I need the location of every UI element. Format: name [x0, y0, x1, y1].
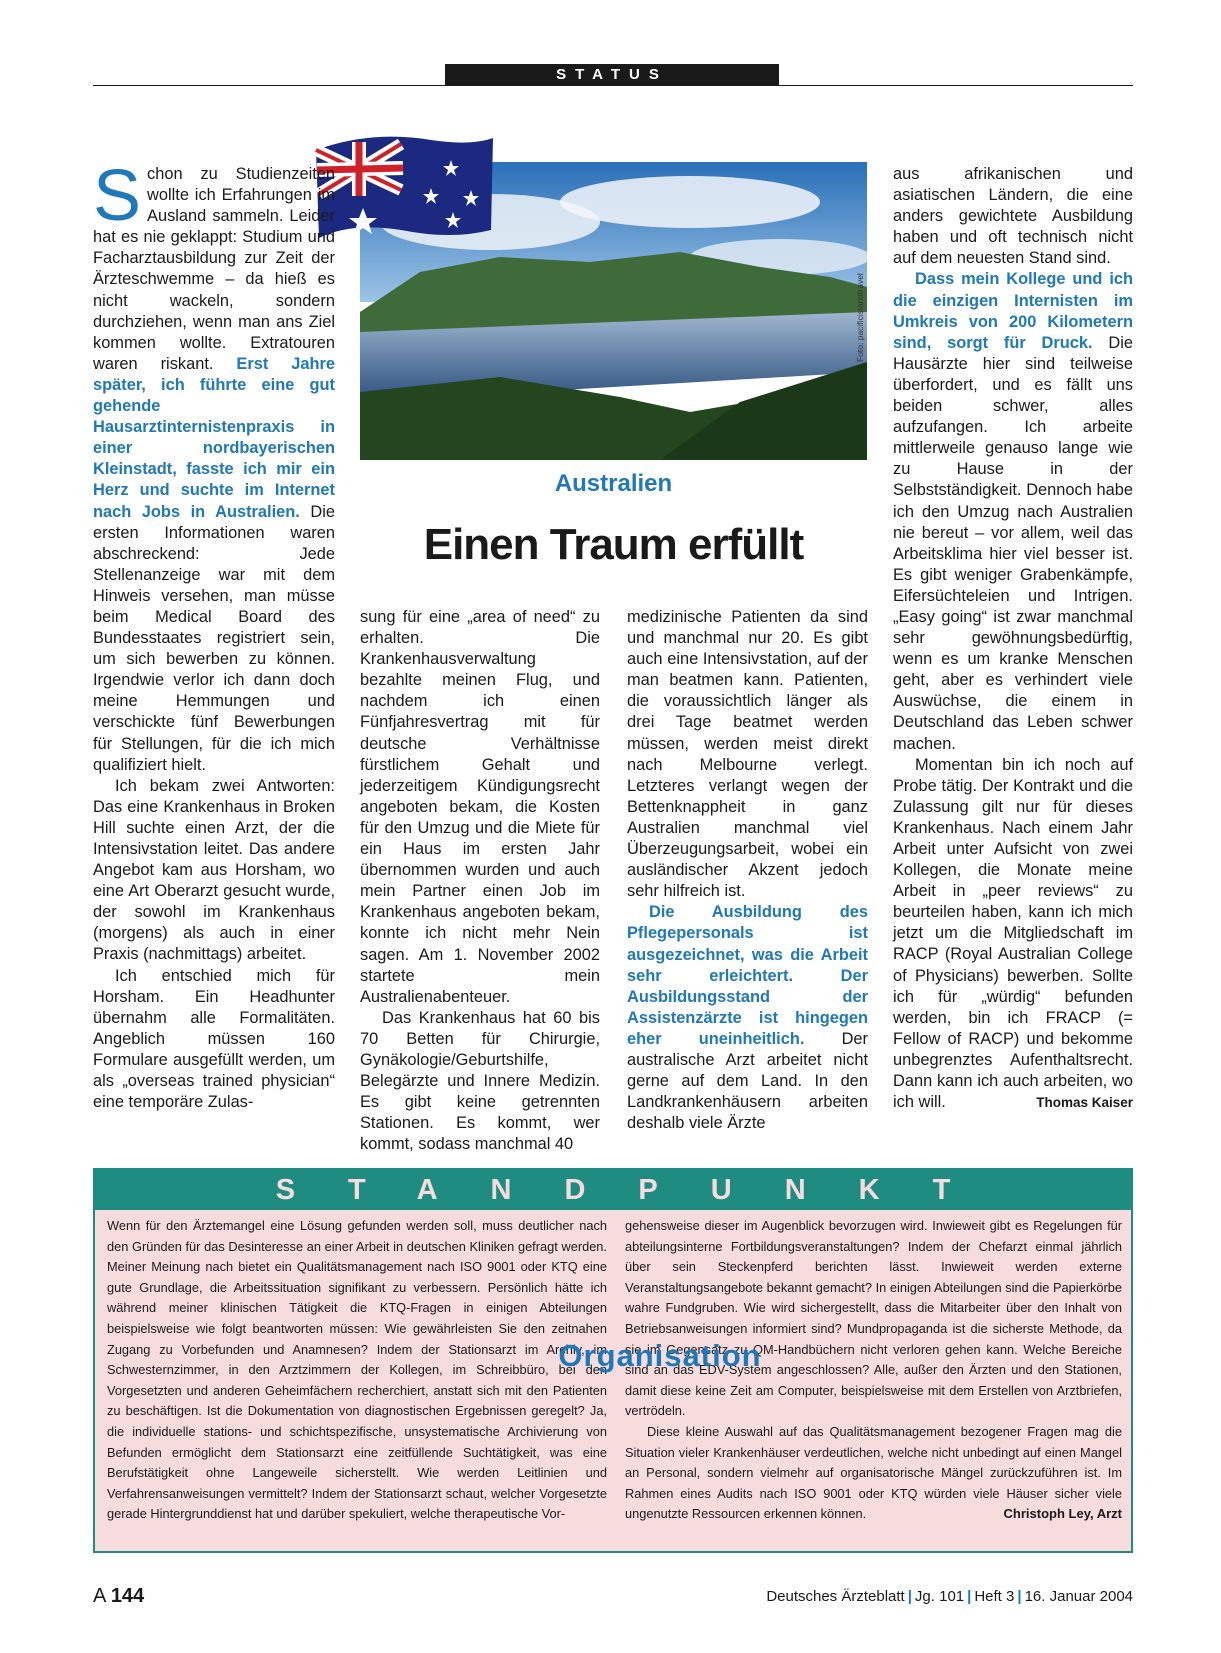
standpunkt-author: Christoph Ley, Arzt	[1003, 1506, 1122, 1522]
paragraph-text: Momentan bin ich noch auf Probe tätig. Der Kontrakt und die Zulassung gilt nur für dieses Krankenhaus. Nach einem Jahr Arbeit unter Aufsicht von zwei Kollegen, die Monate meine Arbeit in „peer reviews“ zu beurteilen haben, kann ich mich jetzt um die Mitgliedschaft im RACP (Royal Australian College of Physicians) bewerben. Sollte ich für „würdig“ befunden werden, bin ich FRACP (= Fellow of RACP) und bekomme unbegrenztes Aufenthaltsrecht. Dann kann ich auch arbeiten, wo ich will.	[893, 755, 1133, 1112]
separator: |	[907, 1588, 912, 1605]
journal-issue: Heft 3	[974, 1588, 1015, 1605]
journal-name: Deutsches Ärzteblatt	[766, 1588, 905, 1605]
paragraph: medizinische Patienten da sind und manchmal nur 20. Es gibt auch eine Intensivstation, auf der man beatmen kann. Patienten, die voraussichtlich länger als drei Tage beatmet werden müssen, werden meist direkt nach Melbourne verlegt. Letzteres verlangt wegen der Bettenknappheit in ganz Australien manchmal viel Überzeugungsarbeit, wobei ein ausländischer Akzent jedoch sehr hilfreich ist.	[627, 608, 868, 901]
journal-reference	[766, 1588, 1133, 1605]
standpunkt-box	[93, 1168, 1133, 1553]
paragraph-text: chon zu Studienzeiten wollte ich Erfahrungen im Ausland sammeln. Leider hat es nie geklappt: Studium und Facharztausbildung zur Zeit der Ärzteschwemme – da hieß es nicht wackeln, sondern durchziehen, wenn man ans Ziel kommen wollte. Extratouren waren riskant.	[93, 165, 335, 373]
paragraph: sung für eine „area of need“ zu erhalten. Die Krankenhausverwaltung bezahlte meinen Flug, und nachdem ich einen Fünfjahresvertrag mit für deutsche Verhältnisse fürstlichem Gehalt und jederzeitigem Kündigungsrecht angeboten bekam, die Kosten für den Umzug und die Miete für ein Haus im ersten Jahr übernommen wurden und auch mein Partner einen Job im Krankenhaus angeboten bekam, konnte ich nicht mehr Nein sagen. Am 1. November 2002 startete mein Australienabenteuer.	[360, 608, 600, 1006]
section-label: STATUS	[445, 64, 779, 86]
page-number: 144	[110, 1585, 145, 1607]
article-column-3	[627, 607, 868, 1134]
highlight-text: Erst Jahre später, ich führte eine gut gehende Hausarztinternistenpraxis in einer nordbayerischen Kleinstadt, fasste ich mir ein Herz und suchte im Internet nach Jobs in Australien.	[93, 354, 335, 521]
paragraph-text: Die ersten Informationen waren abschreckend: Jede Stellenanzeige war mit dem Hinweis versehen, man müsse beim Medical Board des Bundesstaates registriert sein, um sich bewerben zu können. Irgendwie verlor ich dann doch meine Hemmungen und verschickte fünf Bewerbungen für Stellungen, für die ich mich qualifiziert hielt.	[93, 502, 335, 774]
article-author: Thomas Kaiser	[1036, 1095, 1133, 1111]
article-column-1	[93, 156, 335, 1113]
standpunkt-title: Organisation	[558, 1338, 762, 1373]
folio-prefix: A	[93, 1585, 106, 1607]
paragraph: Ich entschied mich für Horsham. Ein Headhunter übernahm alle Formalitäten. Angeblich müssen 160 Formulare ausgefüllt werden, um als „overseas trained physician“ eine temporäre Zulas-	[93, 966, 335, 1112]
paragraph-text: Der australische Arzt arbeitet nicht gerne auf dem Land. In den Landkrankenhäusern arbeiten deshalb viele Ärzte	[627, 1029, 868, 1133]
article-column-4	[893, 164, 1133, 1113]
dropcap: S	[93, 156, 142, 236]
article-column-2	[360, 607, 600, 1155]
article-kicker: Australien	[554, 470, 673, 497]
article-headline: Einen Traum erfüllt	[423, 520, 804, 569]
journal-date: 16. Januar 2004	[1024, 1588, 1133, 1605]
australia-flag-icon	[311, 130, 496, 242]
paragraph: Wenn für den Ärztemangel eine Lösung gefunden werden soll, muss deutlicher nach den Gründen für das Desinteresse an einer Arbeit in deutschen Kliniken gefragt werden. Meiner Meinung nach bietet ein Qualitätsmanagement nach ISO 9001 oder KTQ eine gute Grundlage, die Arbeitssituation signifikant zu verbessern. Persönlich hätte ich während meiner klinischen Tätigkeit die KTQ-Fragen in einigen Abteilungen beispielsweise wie folgt beantworten müssen: Wie gewährleisten Sie den zeitnahen Zugang zu Vorbefunden und Anamnesen? Indem der Stationsarzt im Archiv, im Schwesternzimmer, in den Arztzimmern der Kollegen, im Schreibbüro, bei den Vorgesetzten und anderen Geheimfächern recherchiert, anstatt sich mit den Patienten zu beschäftigen. Ist die Dokumentation von diagnostischen Ergebnissen geregelt? Ja, die individuelle stations- und schichtspezifische, unsystematische Archivierung von Befunden ermöglicht dem Stationsarzt eine zeitfüllende Suchtätigkeit, was eine Berufstätigkeit ohne Langeweile sicherstellt. Wie werden Leitlinien und Verfahrensanweisungen vermittelt? Indem der Stationsarzt schaut, welcher Vorgesetzte gerade Hintergrunddienst hat und darüber spekuliert, welche therapeutische Vor-	[107, 1218, 607, 1522]
paragraph: aus afrikanischen und asiatischen Ländern, die eine anders gewichtete Ausbildung haben und oft technisch nicht auf dem neuesten Stand sind.	[893, 165, 1133, 268]
paragraph: Ich bekam zwei Antworten: Das eine Krankenhaus in Broken Hill suchte einen Arzt, der die Intensivstation leitet. Das andere Angebot kam aus Horsham, wo eine Art Oberarzt gesucht wurde, der sowohl im Krankenhaus (morgens) als auch in einer Praxis (nachmittags) arbeitet.	[93, 776, 335, 964]
separator: |	[1017, 1588, 1022, 1605]
separator: |	[967, 1588, 972, 1605]
photo-credit: Foto: pacificislandtravel	[855, 273, 865, 362]
highlight-text: Dass mein Kollege und ich die einzigen Internisten im Umkreis von 200 Kilometern sind, sorgt für Druck.	[893, 270, 1133, 352]
highlight-text: Die Ausbildung des Pflegepersonals ist ausgezeichnet, was die Arbeit sehr erleichtert. Der Ausbildungsstand der Assistenzärzte ist hingegen eher uneinheitlich.	[627, 903, 868, 1048]
paragraph: gehensweise dieser im Augenblick bevorzugen wird. Inwieweit gibt es Regelungen für abteilungsinterne Fortbildungsveranstaltungen? Indem der Chefarzt einmal jährlich über sein Steckenpferd berichten lässt. Inwieweit werden externe Veranstaltungsangebote bekannt gemacht? In einigen Abteilungen sind die Papierkörbe wahre Fundgruben. Wie wird sichergestellt, dass die Mitarbeiter über den Inhalt von Betriebsanweisungen informiert sind? Mundpropaganda ist die sicherste Methode, da sie im Gegensatz zu QM-Handbüchern nicht verloren gehen kann. Welche Bereiche sind an das EDV-System angeschlossen? Alle, außer den Ärzten und den Stationen, damit diese keine Zeit am Computer, beispielsweise mit dem Erstellen von Arztbriefen, vertrödeln.	[625, 1218, 1122, 1419]
paragraph-text: Die Hausärzte hier sind teilweise überfordert, und es fällt uns beiden schwer, alles aufzufangen. Ich arbeite mittlerweile genauso lange wie zu Hause in der Selbstständigkeit. Dennoch habe ich den Umzug nach Australien nie bereut – vor allem, weil das Arbeitsklima hier viel besser ist. Es gibt weniger Grabenkämpfe, Eifersüchteleien und Intrigen. „Easy going“ ist zwar manchmal sehr gewöhnungsbedürftig, wenn es um kranke Menschen geht, aber es verhindert viele Auswüchse, die einem in Deutschland das Leben schwer machen.	[893, 333, 1133, 753]
paragraph-text: Diese kleine Auswahl auf das Qualitätsmanagement bezogener Fragen mag die Situation vieler Krankenhäuser verdeutlichen, welche nicht unbedingt auf einen Mangel an Personal, sondern vielmehr auf organisatorische Mängel zurückzuführen ist. Im Rahmen eines Audits nach ISO 9001 oder KTQ würden viele Häuser sicher viele ungenutzte Ressourcen erkennen können.	[625, 1423, 1122, 1522]
header-rule	[93, 85, 1133, 86]
journal-volume: Jg. 101	[914, 1588, 965, 1605]
paragraph: Das Krankenhaus hat 60 bis 70 Betten für Chirurgie, Gynäkologie/Geburtshilfe, Belegärzte und Innere Medizin. Es gibt keine getrennten Stationen. Es kommt, wer kommt, sodass manchmal 40	[360, 1008, 600, 1154]
standpunkt-heading: STANDPUNKT	[95, 1170, 1131, 1210]
page-folio	[93, 1585, 144, 1608]
